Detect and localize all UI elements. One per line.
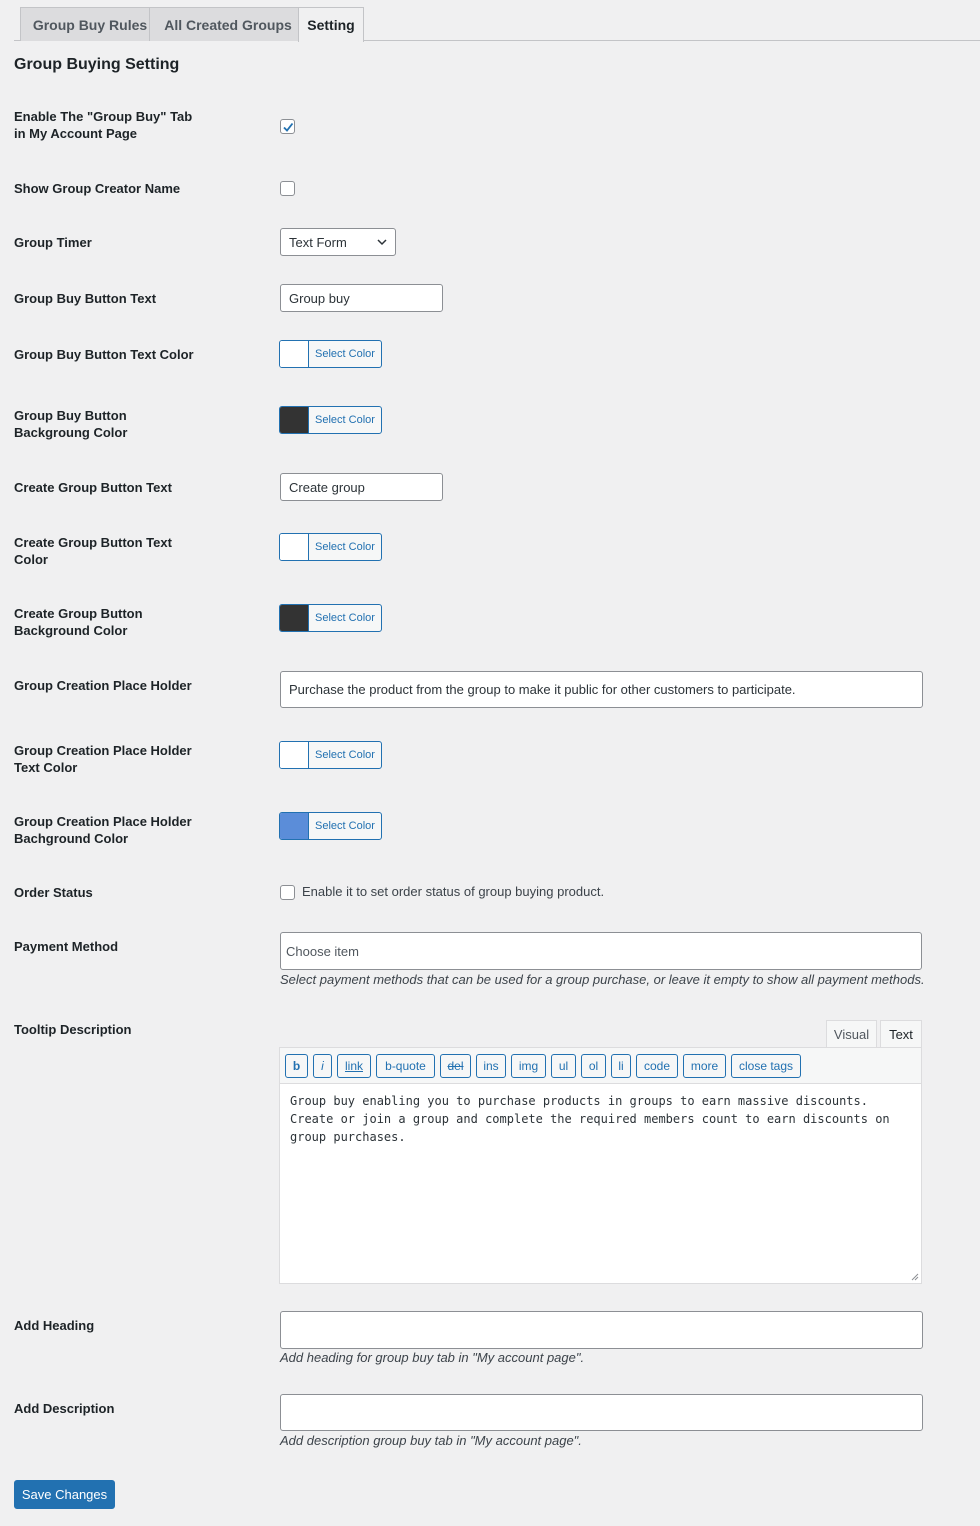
order-status-checkbox[interactable] <box>280 885 295 900</box>
editor-tab-visual[interactable]: Visual <box>826 1020 877 1048</box>
select-color-label: Select Color <box>315 414 375 426</box>
tooltip-description-label: Tooltip Description <box>14 1022 132 1037</box>
create-button-text-label: Create Group Button Text <box>14 480 172 495</box>
color-swatch <box>280 605 309 631</box>
group-timer-label: Group Timer <box>14 235 92 250</box>
group-timer-value: Text Form <box>289 234 347 250</box>
color-swatch <box>280 341 309 367</box>
buy-button-text-input[interactable]: Group buy <box>280 284 443 312</box>
create-button-text-color-label: Create Group Button Text Color <box>14 535 172 567</box>
color-swatch <box>280 742 309 768</box>
add-description-input[interactable] <box>280 1394 923 1431</box>
tab-all-created-groups[interactable]: All Created Groups <box>149 7 307 41</box>
enable-tab-label: Enable The "Group Buy" Tab in My Account Page <box>14 109 193 141</box>
payment-method-description: Select payment methods that can be used for a group purchase, or leave it empty to show all payment methods. <box>280 972 925 987</box>
buy-button-bg-color-picker[interactable] <box>279 406 382 434</box>
placeholder-text-color-picker[interactable] <box>279 741 382 769</box>
tab-setting[interactable]: Setting <box>298 7 364 42</box>
editor-ul-button[interactable]: ul <box>551 1054 576 1078</box>
editor-more-button[interactable]: more <box>683 1054 726 1078</box>
group-timer-select[interactable] <box>280 228 396 256</box>
create-button-bg-color-picker[interactable] <box>279 604 382 632</box>
editor-bquote-button[interactable]: b-quote <box>376 1054 435 1078</box>
add-description-label: Add Description <box>14 1401 115 1416</box>
order-status-checkbox-label: Enable it to set order status of group buying product. <box>302 884 605 899</box>
editor-li-button[interactable]: li <box>611 1054 631 1078</box>
add-heading-input[interactable] <box>280 1311 923 1349</box>
page-title: Group Buying Setting <box>14 56 180 73</box>
chevron-down-icon <box>377 238 387 246</box>
save-changes-button[interactable]: Save Changes <box>14 1480 115 1509</box>
editor-italic-button[interactable]: i <box>313 1054 332 1078</box>
settings-tabs <box>14 7 980 41</box>
resize-grip-icon[interactable] <box>911 1273 919 1281</box>
placeholder-bg-color-picker[interactable] <box>279 812 382 840</box>
buy-button-bg-color-label: Group Buy Button Backgroung Color <box>14 408 128 440</box>
placeholder-input[interactable]: Purchase the product from the group to make it public for other customers to participate. <box>280 671 923 708</box>
tooltip-textarea[interactable]: Group buy enabling you to purchase products in groups to earn massive discounts. Create or join a group and complete the required members count to earn discounts on group purchases. <box>290 1094 897 1144</box>
color-swatch <box>280 813 309 839</box>
payment-method-select[interactable]: Choose item <box>280 932 922 970</box>
select-color-label: Select Color <box>315 820 375 832</box>
placeholder-text-color-label: Group Creation Place Holder Text Color <box>14 743 192 775</box>
editor-ins-button[interactable]: ins <box>476 1054 506 1078</box>
editor-code-button[interactable]: code <box>636 1054 678 1078</box>
order-status-label: Order Status <box>14 885 93 900</box>
editor-toolbar <box>280 1048 921 1084</box>
color-swatch <box>280 407 309 433</box>
select-color-label: Select Color <box>315 541 375 553</box>
add-description-description: Add description group buy tab in "My account page". <box>280 1433 582 1448</box>
editor-del-button[interactable]: del <box>440 1054 471 1078</box>
tooltip-editor <box>279 1047 922 1284</box>
color-swatch <box>280 534 309 560</box>
create-button-text-input[interactable]: Create group <box>280 473 443 501</box>
select-color-label: Select Color <box>315 749 375 761</box>
editor-close-tags-button[interactable]: close tags <box>731 1054 801 1078</box>
add-heading-description: Add heading for group buy tab in "My account page". <box>280 1350 585 1365</box>
editor-img-button[interactable]: img <box>511 1054 546 1078</box>
payment-method-label: Payment Method <box>14 939 119 954</box>
placeholder-bg-color-label: Group Creation Place Holder Bachground Color <box>14 814 192 846</box>
show-creator-label: Show Group Creator Name <box>14 181 181 196</box>
buy-button-text-color-picker[interactable] <box>279 340 382 368</box>
placeholder-label: Group Creation Place Holder <box>14 678 192 693</box>
create-button-text-color-picker[interactable] <box>279 533 382 561</box>
add-heading-label: Add Heading <box>14 1318 95 1333</box>
show-creator-checkbox[interactable] <box>280 181 295 196</box>
enable-tab-checkbox[interactable] <box>280 119 295 134</box>
buy-button-text-label: Group Buy Button Text <box>14 291 157 306</box>
editor-bold-button[interactable]: b <box>285 1054 308 1078</box>
editor-ol-button[interactable]: ol <box>581 1054 606 1078</box>
select-color-label: Select Color <box>315 612 375 624</box>
editor-link-button[interactable]: link <box>337 1054 371 1078</box>
editor-tab-text[interactable]: Text <box>880 1020 922 1048</box>
create-button-bg-color-label: Create Group Button Background Color <box>14 606 143 638</box>
select-color-label: Select Color <box>315 348 375 360</box>
tab-group-buy-rules[interactable]: Group Buy Rules <box>20 7 160 41</box>
checkmark-icon <box>282 121 294 133</box>
buy-button-text-color-label: Group Buy Button Text Color <box>14 347 194 362</box>
